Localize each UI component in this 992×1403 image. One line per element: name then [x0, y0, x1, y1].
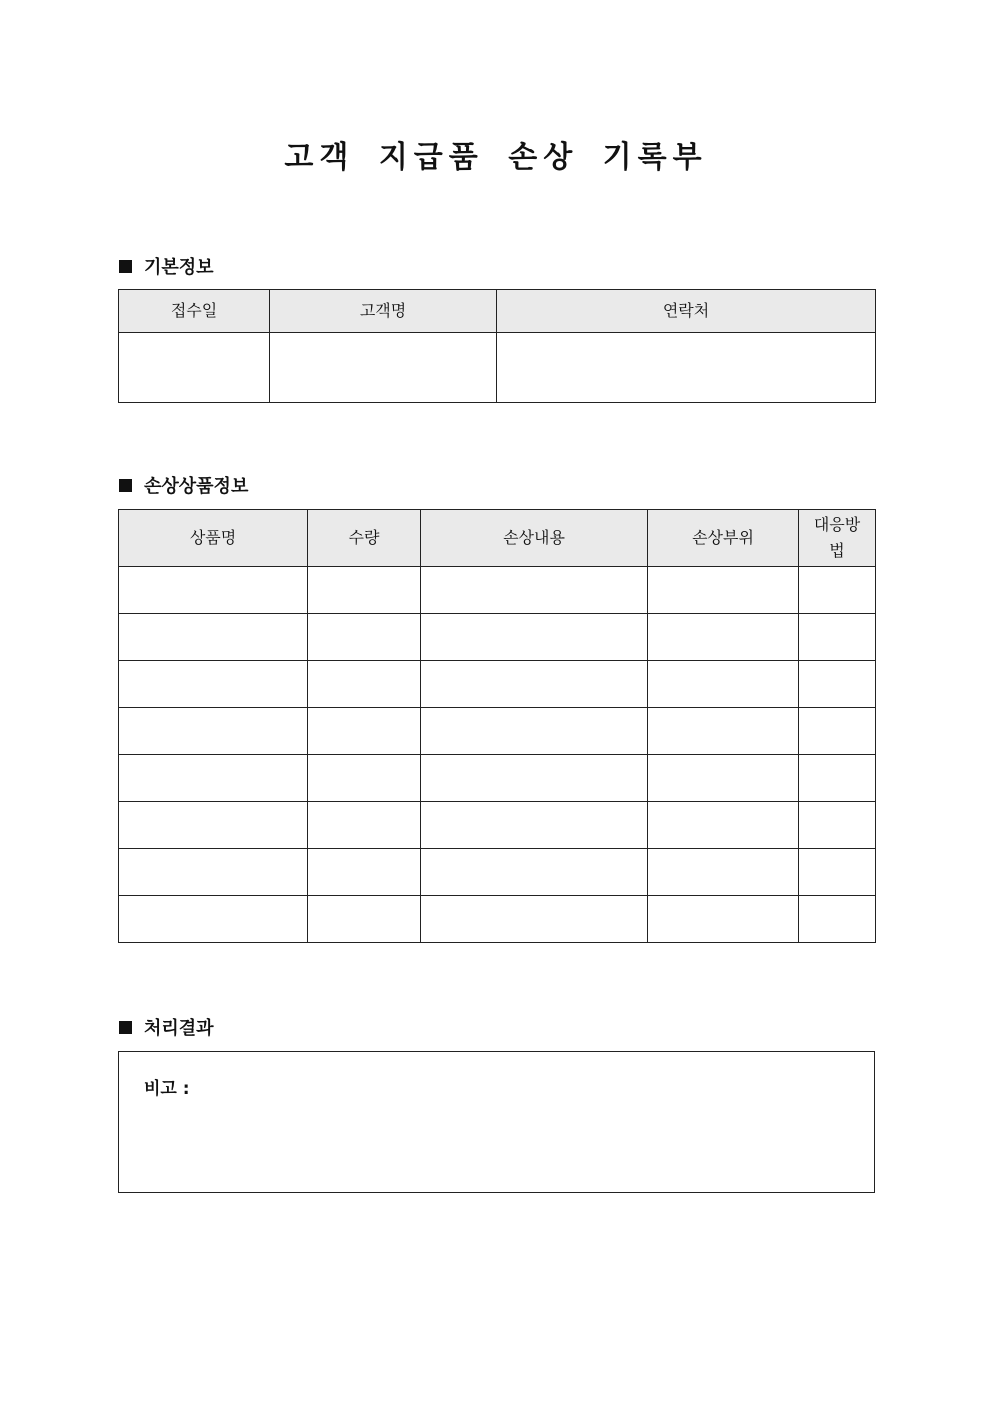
- quantity-cell[interactable]: [308, 849, 421, 896]
- square-bullet-icon: [119, 260, 132, 273]
- product-name-cell[interactable]: [119, 661, 308, 708]
- col-header-customer-name: 고객명: [270, 290, 497, 333]
- damage-details-cell[interactable]: [421, 802, 648, 849]
- damage-details-cell[interactable]: [421, 755, 648, 802]
- table-row: [119, 849, 876, 896]
- remark-label: 비고 :: [144, 1079, 190, 1099]
- quantity-cell[interactable]: [308, 896, 421, 943]
- damage-details-cell[interactable]: [421, 614, 648, 661]
- square-bullet-icon: [119, 1021, 132, 1034]
- damage-area-cell[interactable]: [648, 802, 799, 849]
- response-method-cell[interactable]: [799, 614, 876, 661]
- quantity-cell[interactable]: [308, 567, 421, 614]
- damage-details-cell[interactable]: [421, 896, 648, 943]
- table-row: [119, 567, 876, 614]
- page-title: 고객 지급품 손상 기록부: [284, 140, 708, 175]
- damage-details-cell[interactable]: [421, 661, 648, 708]
- col-header-response-method: 대응방 법: [799, 510, 876, 567]
- basic-info-header-row: [119, 290, 876, 333]
- result-box[interactable]: [118, 1051, 875, 1193]
- response-method-cell[interactable]: [799, 661, 876, 708]
- product-name-cell[interactable]: [119, 708, 308, 755]
- damaged-items-header-row: [119, 510, 876, 567]
- damage-area-cell[interactable]: [648, 567, 799, 614]
- damage-area-cell[interactable]: [648, 708, 799, 755]
- quantity-cell[interactable]: [308, 661, 421, 708]
- response-method-cell[interactable]: [799, 849, 876, 896]
- basic-info-heading-label: 기본정보: [144, 257, 214, 278]
- quantity-cell[interactable]: [308, 708, 421, 755]
- damage-area-cell[interactable]: [648, 849, 799, 896]
- table-row: [119, 802, 876, 849]
- product-name-cell[interactable]: [119, 567, 308, 614]
- response-method-cell[interactable]: [799, 708, 876, 755]
- basic-info-heading: [119, 253, 214, 279]
- damage-details-cell[interactable]: [421, 567, 648, 614]
- damage-area-cell[interactable]: [648, 755, 799, 802]
- table-row: [119, 614, 876, 661]
- damage-area-cell[interactable]: [648, 896, 799, 943]
- square-bullet-icon: [119, 479, 132, 492]
- damage-area-cell[interactable]: [648, 661, 799, 708]
- damage-details-cell[interactable]: [421, 708, 648, 755]
- table-row: [119, 755, 876, 802]
- customer-name-cell[interactable]: [270, 333, 497, 403]
- response-method-cell[interactable]: [799, 755, 876, 802]
- quantity-cell[interactable]: [308, 802, 421, 849]
- damage-area-cell[interactable]: [648, 614, 799, 661]
- response-method-cell[interactable]: [799, 802, 876, 849]
- damaged-items-heading-label: 손상상품정보: [144, 476, 249, 497]
- table-row: [119, 333, 876, 403]
- receipt-date-cell[interactable]: [119, 333, 270, 403]
- damage-details-cell[interactable]: [421, 849, 648, 896]
- result-heading-label: 처리결과: [144, 1018, 214, 1039]
- product-name-cell[interactable]: [119, 755, 308, 802]
- table-row: [119, 708, 876, 755]
- col-header-contact: 연락처: [497, 290, 876, 333]
- basic-info-table: [118, 289, 876, 403]
- quantity-cell[interactable]: [308, 755, 421, 802]
- damaged-items-heading: [119, 472, 248, 498]
- product-name-cell[interactable]: [119, 802, 308, 849]
- product-name-cell[interactable]: [119, 849, 308, 896]
- col-header-receipt-date: 접수일: [119, 290, 270, 333]
- damaged-items-table: [118, 509, 876, 943]
- col-header-quantity: 수량: [308, 510, 421, 567]
- result-heading: [119, 1014, 214, 1040]
- col-header-damage-details: 손상내용: [421, 510, 648, 567]
- table-row: [119, 896, 876, 943]
- product-name-cell[interactable]: [119, 614, 308, 661]
- table-row: [119, 661, 876, 708]
- quantity-cell[interactable]: [308, 614, 421, 661]
- contact-cell[interactable]: [497, 333, 876, 403]
- response-method-cell[interactable]: [799, 896, 876, 943]
- col-header-product-name: 상품명: [119, 510, 308, 567]
- col-header-damage-area: 손상부위: [648, 510, 799, 567]
- response-method-cell[interactable]: [799, 567, 876, 614]
- product-name-cell[interactable]: [119, 896, 308, 943]
